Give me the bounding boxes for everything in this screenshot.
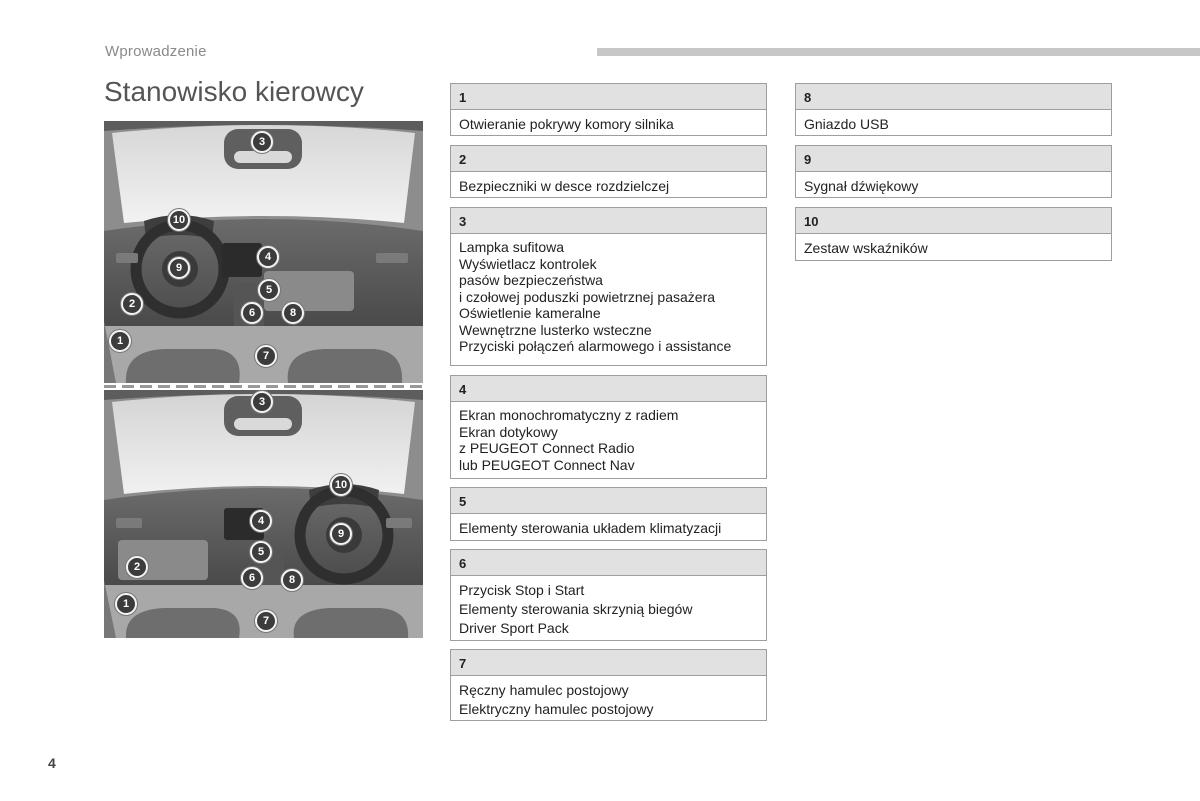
legend-box-9 [795,145,1112,198]
legend-item: Elektryczny hamulec postojowy [459,701,654,717]
callout-8: 8 [281,569,303,591]
legend-number: 10 [796,208,1111,234]
legend-number: 1 [451,84,766,110]
legend-number: 6 [451,550,766,576]
callout-6: 6 [241,302,263,324]
callout-3: 3 [251,391,273,413]
legend-number: 4 [451,376,766,402]
dashboard-figure-lhd [104,121,423,383]
legend-item: Ręczny hamulec postojowy [459,682,629,698]
page-number: 4 [48,755,56,771]
legend-number: 7 [451,650,766,676]
legend-item: Ekran monochromatyczny z radiem [459,407,679,423]
section-label: Wprowadzenie [105,43,207,60]
callout-3: 3 [251,131,273,153]
callout-7: 7 [255,345,277,367]
legend-item: Elementy sterowania układem klimatyzacji [459,520,722,536]
legend-item: Przyciski połączeń alarmowego i assistance [459,338,732,354]
legend-item: Zestaw wskaźników [804,240,928,256]
callout-7: 7 [255,610,277,632]
legend-item: Przycisk Stop i Start [459,582,585,598]
legend-item: Ekran dotykowy [459,423,558,440]
legend-item: Bezpieczniki w desce rozdzielczej [459,178,670,194]
legend-item: i czołowej poduszki powietrznej pasażera [459,288,716,305]
figure-divider-dashed-line [104,385,423,388]
legend-number: 9 [796,146,1111,172]
callout-5: 5 [250,541,272,563]
legend-item: Lampka sufitowa [459,239,565,255]
callout-5: 5 [258,279,280,301]
legend-box-6 [450,549,767,641]
legend-item: Wyświetlacz kontrolek [459,255,597,272]
legend-item: lub PEUGEOT Connect Nav [459,456,635,473]
legend-box-7 [450,649,767,721]
legend-item: Gniazdo USB [804,116,889,132]
dashboard-figure-rhd [104,390,423,638]
callout-8: 8 [282,302,304,324]
legend-item: Otwieranie pokrywy komory silnika [459,116,674,132]
header-rule [597,48,1200,56]
legend-item: pasów bezpieczeństwa [459,272,603,288]
callout-4: 4 [257,246,279,268]
legend-box-1 [450,83,767,136]
callout-10: 10 [330,474,352,496]
legend-item: Sygnał dźwiękowy [804,178,919,194]
page-title: Stanowisko kierowcy [104,76,364,107]
legend-box-3 [450,207,767,366]
callout-2: 2 [126,556,148,578]
legend-box-8 [795,83,1112,136]
callout-4: 4 [250,510,272,532]
legend-item: Oświetlenie kameralne [459,305,601,321]
callout-1: 1 [115,593,137,615]
callout-1: 1 [109,330,131,352]
legend-box-10 [795,207,1112,261]
legend-number: 5 [451,488,766,514]
callout-2: 2 [121,293,143,315]
callout-6: 6 [241,567,263,589]
legend-item: z PEUGEOT Connect Radio [459,440,635,456]
legend-number: 3 [451,208,766,234]
legend-box-4 [450,375,767,479]
callout-9: 9 [168,257,190,279]
legend-item: Driver Sport Pack [459,620,569,636]
callout-9: 9 [330,523,352,545]
callout-10: 10 [168,209,190,231]
legend-box-5 [450,487,767,541]
legend-number: 2 [451,146,766,172]
legend-number: 8 [796,84,1111,110]
legend-box-2 [450,145,767,198]
legend-item: Wewnętrzne lusterko wsteczne [459,321,652,338]
legend-item: Elementy sterowania skrzynią biegów [459,601,693,617]
